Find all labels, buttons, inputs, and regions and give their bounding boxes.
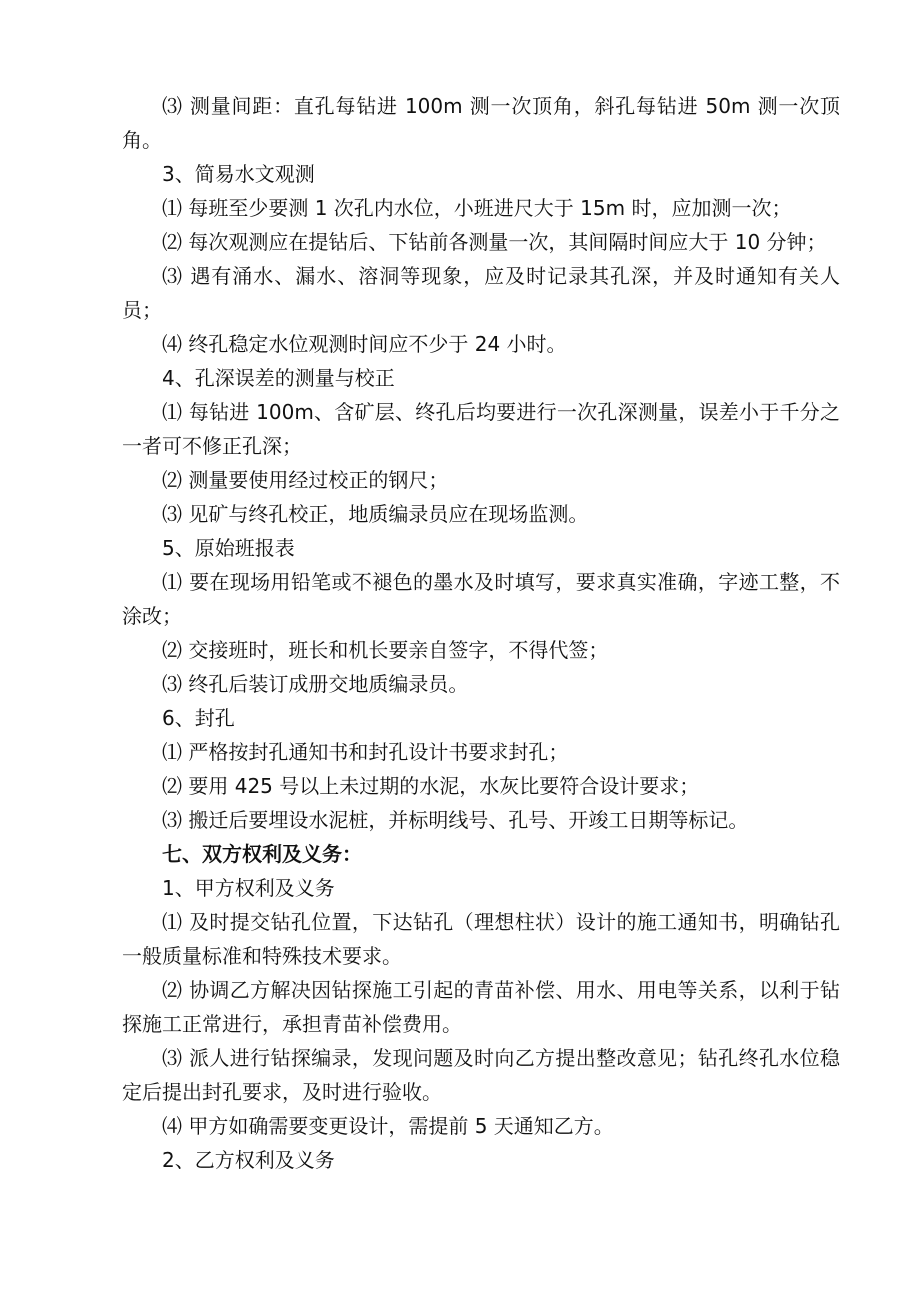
paragraph-12: ⑴ 要在现场用铅笔或不褪色的墨水及时填写，要求真实准确，字迹工整，不涂改； — [122, 570, 840, 628]
paragraph-20: 1、甲方权利及义务 — [162, 876, 335, 900]
paragraph-15: 6、封孔 — [162, 706, 235, 730]
paragraph-9: ⑵ 测量要使用经过校正的钢尺； — [162, 468, 449, 492]
paragraph-22: ⑵ 协调乙方解决因钻探施工引起的青苗补偿、用水、用电等关系，以利于钻探施工正常进行，承担青苗补偿费用。 — [122, 978, 840, 1036]
paragraph-2: 3、简易水文观测 — [162, 162, 315, 186]
paragraph-11: 5、原始班报表 — [162, 536, 295, 560]
paragraph-17: ⑵ 要用 425 号以上未过期的水泥，水灰比要符合设计要求； — [162, 774, 700, 798]
paragraph-14: ⑶ 终孔后装订成册交地质编录员。 — [162, 672, 469, 696]
paragraph-6: ⑷ 终孔稳定水位观测时间应不少于 24 小时。 — [162, 332, 567, 356]
paragraph-10: ⑶ 见矿与终孔校正，地质编录员应在现场监测。 — [162, 502, 589, 526]
paragraph-3: ⑴ 每班至少要测 1 次孔内水位，小班进尺大于 15m 时，应加测一次； — [162, 196, 792, 220]
paragraph-4: ⑵ 每次观测应在提钻后、下钻前各测量一次，其间隔时间应大于 10 分钟； — [162, 230, 827, 254]
paragraph-7: 4、孔深误差的测量与校正 — [162, 366, 395, 390]
paragraph-18: ⑶ 搬迁后要埋设水泥桩，并标明线号、孔号、开竣工日期等标记。 — [162, 808, 749, 832]
paragraph-25: 2、乙方权利及义务 — [162, 1148, 335, 1172]
paragraph-23: ⑶ 派人进行钻探编录，发现问题及时向乙方提出整改意见；钻孔终孔水位稳定后提出封孔要求，及时进行验收。 — [122, 1046, 840, 1104]
paragraph-8: ⑴ 每钻进 100m、含矿层、终孔后均要进行一次孔深测量，误差小于千分之一者可不修正孔深； — [122, 400, 840, 458]
section-heading: 七、双方权利及义务： — [162, 842, 362, 866]
paragraph-24: ⑷ 甲方如确需要变更设计，需提前 5 天通知乙方。 — [162, 1114, 614, 1138]
paragraph-1: ⑶ 测量间距：直孔每钻进 100m 测一次顶角，斜孔每钻进 50m 测一次顶角。 — [122, 94, 840, 152]
paragraph-16: ⑴ 严格按封孔通知书和封孔设计书要求封孔； — [162, 740, 569, 764]
paragraph-13: ⑵ 交接班时，班长和机长要亲自签字，不得代签； — [162, 638, 609, 662]
paragraph-21: ⑴ 及时提交钻孔位置，下达钻孔（理想柱状）设计的施工通知书，明确钻孔一般质量标准和特殊技术要求。 — [122, 910, 840, 968]
paragraph-5: ⑶ 遇有涌水、漏水、溶洞等现象，应及时记录其孔深，并及时通知有关人员； — [122, 264, 840, 322]
